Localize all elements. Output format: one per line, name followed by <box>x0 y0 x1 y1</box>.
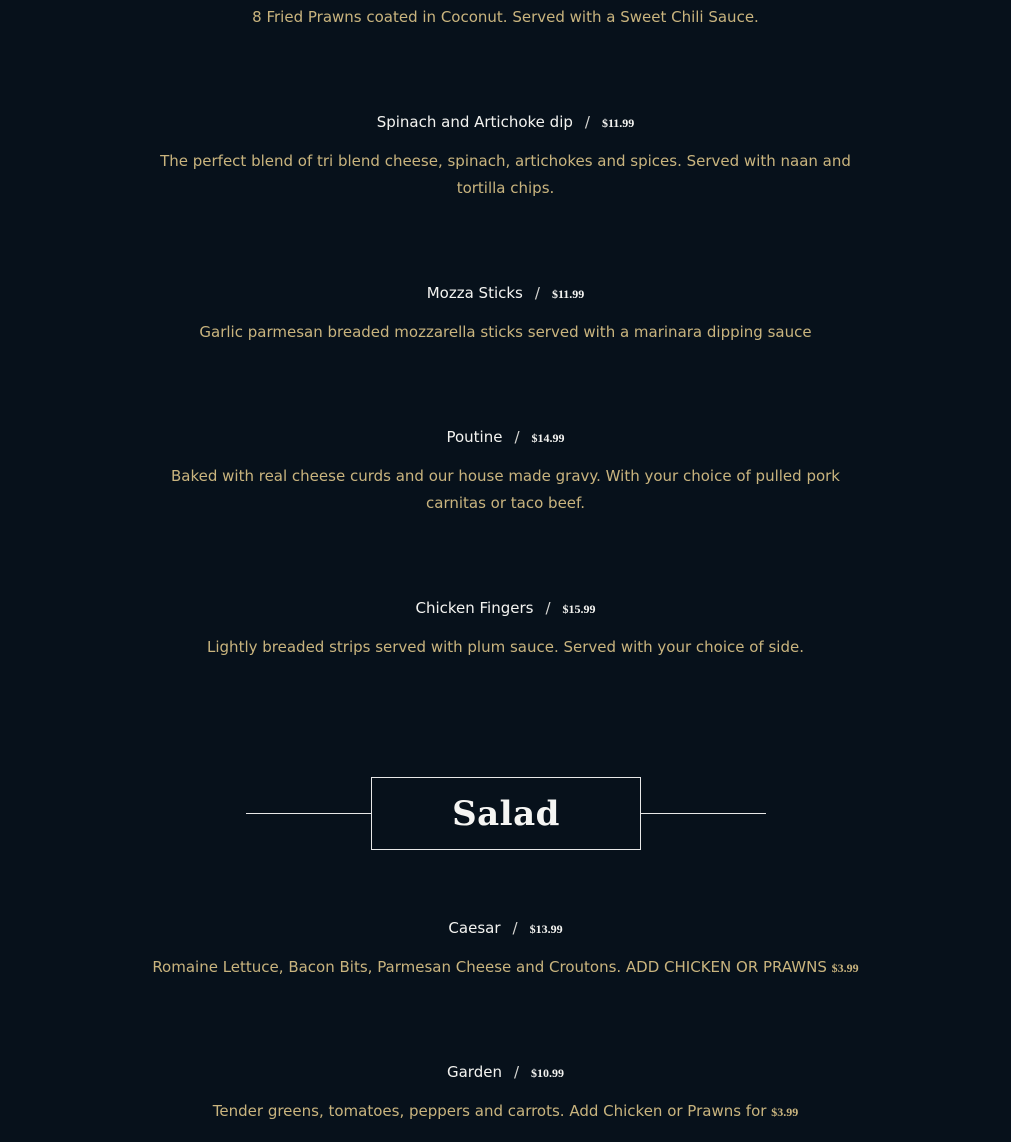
item-name: Mozza Sticks <box>426 284 523 302</box>
separator: / <box>512 919 518 937</box>
separator: / <box>545 599 551 617</box>
menu-item-heading <box>0 282 1011 305</box>
item-description-text: Tender greens, tomatoes, peppers and carrots. Add Chicken or Prawns for <box>212 1102 767 1120</box>
item-price: $10.99 <box>531 1066 565 1080</box>
item-price: $11.99 <box>601 116 635 130</box>
section-title: Salad <box>452 793 560 834</box>
separator: / <box>534 284 540 302</box>
item-name: Poutine <box>446 428 503 446</box>
item-description-coconut-prawns: 8 Fried Prawns coated in Coconut. Served with a Sweet Chili Sauce. <box>252 8 759 26</box>
item-description <box>120 954 891 982</box>
item-price: $13.99 <box>529 922 563 936</box>
menu-item-heading <box>0 597 1011 620</box>
separator: / <box>584 113 590 131</box>
section-divider-left <box>246 813 371 814</box>
item-price: $14.99 <box>531 431 565 445</box>
item-description: Baked with real cheese curds and our house made gravy. With your choice of pulled pork carnitas or taco beef. <box>170 467 840 512</box>
item-description: The perfect blend of tri blend cheese, spinach, artichokes and spices. Served with naan and tortilla chips. <box>160 152 851 197</box>
item-description: Lightly breaded strips served with plum sauce. Served with your choice of side. <box>207 638 804 656</box>
item-description: Garlic parmesan breaded mozzarella sticks served with a marinara dipping sauce <box>199 323 812 341</box>
item-name: Spinach and Artichoke dip <box>376 113 573 131</box>
addon-price: $3.99 <box>771 1105 799 1119</box>
section-divider-right <box>641 813 766 814</box>
menu-item-heading <box>0 1061 1011 1084</box>
section-title-box <box>371 777 641 850</box>
item-description-text: Romaine Lettuce, Bacon Bits, Parmesan Cheese and Croutons. ADD CHICKEN OR PRAWNS <box>152 958 827 976</box>
item-name: Caesar <box>448 919 501 937</box>
separator: / <box>514 428 520 446</box>
item-description <box>150 1098 861 1126</box>
item-price: $15.99 <box>562 602 596 616</box>
menu-item-heading <box>0 917 1011 940</box>
menu-item-heading <box>0 426 1011 449</box>
item-name: Chicken Fingers <box>415 599 534 617</box>
menu-item-heading <box>0 111 1011 134</box>
separator: / <box>513 1063 520 1081</box>
item-price: $11.99 <box>551 287 585 301</box>
addon-price: $3.99 <box>831 961 859 975</box>
item-name: Garden <box>446 1063 502 1081</box>
